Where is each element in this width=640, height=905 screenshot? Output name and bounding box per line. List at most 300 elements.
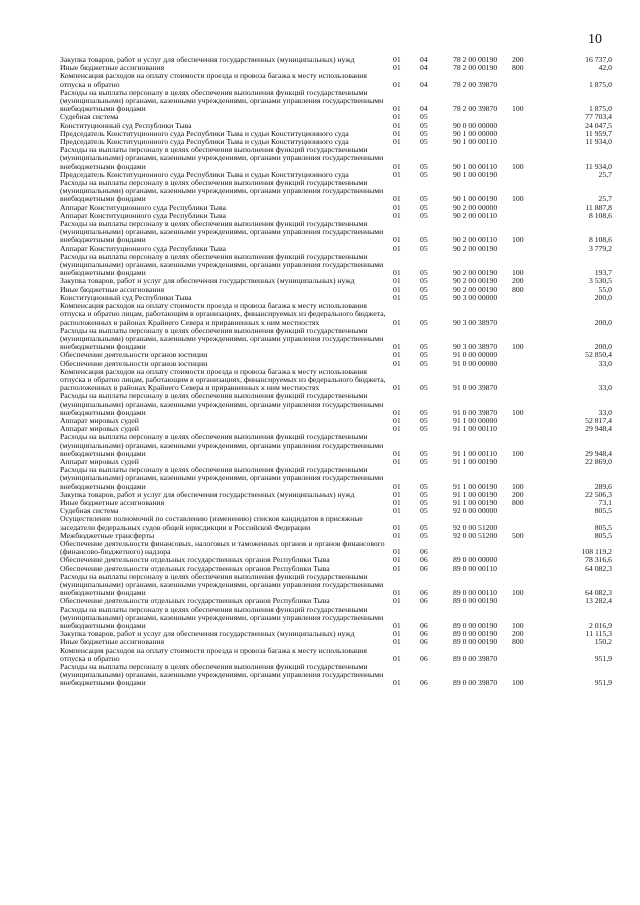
row-name-cell: Компенсация расходов на оплату стоимости проезда и провоза багажа к месту использования отпуска и обратно лицам, работающим в организациях, финансируемых из федерального бюджета, расположенных в районах Крайнего Севера и приравненных к ним местностях [60, 302, 386, 327]
row-expense-type-cell [512, 212, 541, 220]
table-row [60, 89, 612, 114]
table-row [60, 212, 612, 220]
row-target-code-cell: 92 0 00 51200 [453, 522, 498, 532]
row-amount-cell: 150,2 [594, 638, 612, 647]
row-expense-type-cell [512, 113, 541, 121]
row-section-cell: 01 [393, 244, 401, 253]
row-amount-cell: 805,5 [594, 507, 612, 516]
row-target-code-cell: 91 1 00 00110 [453, 425, 497, 434]
row-subsection-cell: 05 [420, 268, 428, 278]
row-name-cell: Расходы на выплаты персоналу в целях обеспечения выполнения функций государственными (муниципальными) органами, казенными учреждениями, органами управления государственными внебюджетными фондами [60, 326, 384, 352]
row-section-cell: 01 [393, 522, 401, 532]
row-subsection-cell: 05 [420, 235, 428, 245]
row-target-code-cell: 90 3 00 00000 [453, 293, 498, 302]
row-name-cell: Обеспечение деятельности органов юстиции [60, 351, 208, 360]
row-expense-type-cell [512, 556, 541, 564]
row-amount-cell: 3 779,2 [588, 244, 612, 253]
row-expense-type-cell: 100 [512, 104, 524, 114]
row-amount-cell: 29 948,4 [585, 448, 612, 458]
row-section-cell: 01 [393, 425, 401, 434]
row-amount-cell: 1 875,0 [588, 104, 612, 114]
row-target-code-cell: 89 0 00 00110 [453, 564, 497, 573]
row-section-cell: 01 [393, 268, 401, 278]
table-row [60, 507, 612, 515]
row-amount-cell: 11 934,0 [585, 161, 612, 171]
row-target-code-cell: 91 1 00 00190 [453, 481, 498, 491]
row-section-cell: 01 [393, 653, 401, 663]
row-name-cell: Расходы на выплаты персоналу в целях обеспечения выполнения функций государственными (муниципальными) органами, казенными учреждениями, органами управления государственными внебюджетными фондами [60, 663, 384, 688]
row-expense-type-cell: 200 [512, 490, 524, 499]
row-subsection-cell: 05 [420, 203, 428, 212]
row-amount-cell: 193,7 [594, 268, 612, 278]
row-section-cell: 01 [393, 64, 401, 73]
row-section-cell: 01 [393, 293, 401, 302]
row-name-cell: Расходы на выплаты персоналу в целях обеспечения выполнения функций государственными (муниципальными) органами, казенными учреждениями, органами управления государственными внебюджетными фондами [60, 605, 384, 631]
row-subsection-cell: 05 [420, 507, 428, 516]
row-amount-cell: 951,9 [594, 653, 612, 663]
table-row [60, 122, 612, 130]
row-amount-cell: 33,0 [598, 359, 612, 368]
row-subsection-cell: 05 [420, 317, 428, 327]
row-expense-type-cell: 200 [512, 277, 524, 286]
row-target-code-cell: 90 3 00 38970 [453, 342, 498, 352]
row-name-cell: Компенсация расходов на оплату стоимости проезда и провоза багажа к месту использования отпуска и обратно [60, 646, 367, 663]
row-name-cell: Судебная система [60, 507, 119, 516]
row-subsection-cell: 05 [420, 522, 428, 532]
row-expense-type-cell [512, 565, 541, 573]
row-amount-cell: 22 869,0 [585, 457, 612, 466]
table-row [60, 491, 612, 499]
row-subsection-cell: 06 [420, 638, 428, 647]
table-row [60, 146, 612, 171]
row-expense-type-cell [512, 360, 541, 368]
row-section-cell: 01 [393, 457, 401, 466]
row-section-cell: 01 [393, 678, 401, 688]
table-row [60, 630, 612, 638]
row-target-code-cell: 89 0 00 39870 [453, 678, 498, 688]
row-section-cell: 01 [393, 597, 401, 606]
row-amount-cell: 11 887,8 [585, 203, 612, 212]
row-expense-type-cell: 100 [512, 588, 524, 598]
row-subsection-cell: 06 [420, 621, 428, 631]
row-name-cell: Межбюджетные трансферты [60, 531, 155, 540]
table-row [60, 245, 612, 253]
row-section-cell: 01 [393, 498, 401, 507]
row-section-cell: 01 [393, 359, 401, 368]
row-amount-cell: 13 282,4 [585, 597, 612, 606]
table-row [60, 327, 612, 352]
row-section-cell: 01 [393, 638, 401, 647]
row-subsection-cell: 05 [420, 448, 428, 458]
row-amount-cell: 55,0 [598, 285, 612, 294]
row-name-cell: Расходы на выплаты персоналу в целях обеспечения выполнения функций государственными (муниципальными) органами, казенными учреждениями, органами управления государственными внебюджетными фондами [60, 220, 384, 245]
row-name-cell: Расходы на выплаты персоналу в целях обеспечения выполнения функций государственными (муниципальными) органами, казенными учреждениями, органами управления государственными внебюджетными фондами [60, 88, 384, 114]
row-name-cell: Иные бюджетные ассигнования [60, 638, 165, 647]
row-target-code-cell: 90 2 00 00190 [453, 277, 498, 286]
row-expense-type-cell [512, 507, 541, 515]
row-expense-type-cell [512, 351, 541, 359]
row-name-cell: Обеспечение деятельности отдельных государственных органов Республики Тыва [60, 564, 330, 573]
row-subsection-cell: 06 [420, 547, 428, 557]
table-row [60, 466, 612, 491]
row-name-cell: Конституционный суд Республики Тыва [60, 121, 192, 130]
row-subsection-cell: 04 [420, 104, 428, 114]
row-amount-cell: 52 850,4 [585, 351, 612, 360]
row-expense-type-cell: 100 [512, 268, 524, 278]
row-subsection-cell: 05 [420, 407, 428, 417]
row-target-code-cell [453, 540, 512, 556]
row-subsection-cell: 05 [420, 277, 428, 286]
row-subsection-cell: 05 [420, 457, 428, 466]
row-amount-cell: 200,0 [594, 293, 612, 302]
row-subsection-cell: 05 [420, 359, 428, 368]
row-subsection-cell: 05 [420, 498, 428, 507]
row-name-cell: Аппарат Конституционного суда Республики Тыва [60, 244, 226, 253]
row-expense-type-cell [512, 122, 541, 130]
row-section-cell: 01 [393, 621, 401, 631]
table-row [60, 540, 612, 556]
table-row [60, 647, 612, 663]
row-target-code-cell: 89 0 00 00190 [453, 621, 498, 631]
table-row [60, 171, 612, 179]
row-target-code-cell: 92 0 00 51200 [453, 531, 498, 540]
row-name-cell: Закупка товаров, работ и услуг для обеспечения государственных (муниципальных) нужд [60, 56, 355, 64]
row-section-cell: 01 [393, 161, 401, 171]
row-expense-type-cell [512, 72, 541, 88]
row-name-cell: Иные бюджетные ассигнования [60, 285, 165, 294]
row-target-code-cell: 91 1 00 00190 [453, 498, 498, 507]
row-expense-type-cell: 800 [512, 638, 524, 647]
row-expense-type-cell [512, 130, 541, 138]
row-target-code-cell: 91 0 00 39870 [453, 383, 498, 393]
row-amount-cell: 25,7 [598, 170, 612, 179]
row-expense-type-cell [512, 417, 541, 425]
row-expense-type-cell [512, 204, 541, 212]
row-section-cell: 01 [393, 138, 401, 147]
row-expense-type-cell: 200 [512, 630, 524, 639]
row-amount-cell: 200,0 [594, 317, 612, 327]
row-subsection-cell: 05 [420, 416, 428, 425]
row-expense-type-cell [512, 302, 541, 327]
row-expense-type-cell: 100 [512, 481, 524, 491]
row-section-cell: 01 [393, 235, 401, 245]
row-name-cell: Закупка товаров, работ и услуг для обеспечения государственных (муниципальных) нужд [60, 277, 355, 286]
row-target-code-cell: 89 0 00 00110 [453, 588, 497, 598]
row-target-code-cell: 91 1 00 00190 [453, 490, 498, 499]
row-expense-type-cell [512, 425, 541, 433]
row-amount-cell: 3 530,5 [588, 277, 612, 286]
row-subsection-cell: 05 [420, 293, 428, 302]
row-name-cell: Председатель Конституционного суда Республики Тыва и судьи Конституционного суда [60, 138, 349, 147]
row-section-cell: 01 [393, 113, 401, 122]
row-expense-type-cell: 100 [512, 235, 524, 245]
row-section-cell: 01 [393, 277, 401, 286]
page-number: 10 [588, 32, 602, 47]
row-section-cell: 01 [393, 317, 401, 327]
row-target-code-cell: 90 1 00 00110 [453, 138, 497, 147]
row-name-cell: Расходы на выплаты персоналу в целях обеспечения выполнения функций государственными (муниципальными) органами, казенными учреждениями, органами управления государственными внебюджетными фондами [60, 466, 384, 491]
row-target-code-cell: 90 1 00 00190 [453, 194, 498, 204]
row-target-code-cell: 90 2 00 00190 [453, 285, 498, 294]
table-row [60, 360, 612, 368]
row-target-code-cell: 89 0 00 00190 [453, 638, 498, 647]
table-row [60, 179, 612, 204]
row-amount-cell: 289,6 [594, 481, 612, 491]
row-subsection-cell: 06 [420, 588, 428, 598]
table-row [60, 64, 612, 72]
table-row [60, 220, 612, 245]
row-expense-type-cell: 100 [512, 621, 524, 631]
row-subsection-cell: 05 [420, 490, 428, 499]
table-row [60, 606, 612, 631]
row-amount-cell: 52 817,4 [585, 416, 612, 425]
row-name-cell: Иные бюджетные ассигнования [60, 64, 165, 73]
row-section-cell: 01 [393, 342, 401, 352]
row-section-cell: 01 [393, 547, 401, 557]
row-amount-cell: 1 875,0 [588, 79, 612, 89]
row-subsection-cell: 05 [420, 383, 428, 393]
row-target-code-cell: 78 2 00 00190 [453, 64, 498, 73]
row-name-cell: Председатель Конституционного суда Республики Тыва и судьи Конституционного суда [60, 170, 349, 179]
row-amount-cell: 16 737,0 [585, 56, 612, 64]
table-row [60, 113, 612, 121]
row-expense-type-cell [512, 171, 541, 179]
row-subsection-cell: 05 [420, 285, 428, 294]
row-target-code-cell: 89 0 00 00190 [453, 597, 498, 606]
row-target-code-cell: 89 0 00 39870 [453, 653, 498, 663]
table-row [60, 253, 612, 278]
row-name-cell: Осуществление полномочий по составлению (изменению) списков кандидатов в присяжные заседатели федеральных судов общей юрисдикции в Российской Федерации [60, 515, 363, 532]
row-section-cell: 01 [393, 121, 401, 130]
row-expense-type-cell: 100 [512, 407, 524, 417]
row-amount-cell: 108 119,2 [581, 547, 612, 557]
row-subsection-cell: 05 [420, 531, 428, 540]
row-expense-type-cell: 100 [512, 161, 524, 171]
row-section-cell: 01 [393, 556, 401, 565]
row-section-cell: 01 [393, 416, 401, 425]
budget-table-body [60, 56, 612, 688]
row-target-code-cell: 90 1 00 00190 [453, 170, 498, 179]
row-expense-type-cell: 200 [512, 56, 524, 64]
row-name-cell: Расходы на выплаты персоналу в целях обеспечения выполнения функций государственными (муниципальными) органами, казенными учреждениями, органами управления государственными внебюджетными фондами [60, 392, 384, 417]
row-target-code-cell: 91 1 00 00190 [453, 457, 498, 466]
row-target-code-cell [453, 113, 512, 121]
row-name-cell: Компенсация расходов на оплату стоимости проезда и провоза багажа к месту использования отпуска и обратно [60, 72, 367, 89]
row-name-cell: Аппарат мировых судей [60, 425, 139, 434]
row-amount-cell: 25,7 [598, 194, 612, 204]
row-amount-cell: 11 115,3 [585, 630, 612, 639]
row-name-cell: Компенсация расходов на оплату стоимости проезда и провоза багажа к месту использования отпуска и обратно лицам, работающим в организациях, финансируемых из федерального бюджета, расположенных в районах Крайнего Севера и приравненных к ним местностях [60, 367, 386, 393]
row-section-cell: 01 [393, 383, 401, 393]
row-subsection-cell: 05 [420, 170, 428, 179]
row-amount-cell: 951,9 [594, 678, 612, 688]
table-row [60, 286, 612, 294]
row-amount-cell: 11 959,7 [585, 129, 612, 138]
row-target-code-cell: 90 1 00 00000 [453, 129, 498, 138]
row-subsection-cell: 05 [420, 351, 428, 360]
row-section-cell: 01 [393, 170, 401, 179]
row-target-code-cell: 90 3 00 38970 [453, 317, 498, 327]
row-amount-cell: 33,0 [598, 383, 612, 393]
row-section-cell: 01 [393, 407, 401, 417]
row-section-cell: 01 [393, 588, 401, 598]
table-row [60, 499, 612, 507]
row-section-cell: 01 [393, 56, 401, 64]
row-target-code-cell: 90 2 00 00190 [453, 244, 498, 253]
row-target-code-cell: 91 0 00 00000 [453, 359, 498, 368]
row-subsection-cell: 05 [420, 425, 428, 434]
row-expense-type-cell [512, 647, 541, 663]
row-expense-type-cell: 100 [512, 678, 524, 688]
row-subsection-cell: 05 [420, 194, 428, 204]
row-name-cell: Обеспечение деятельности отдельных государственных органов Республики Тыва [60, 597, 330, 606]
row-name-cell: Председатель Конституционного суда Республики Тыва и судьи Конституционного суда [60, 129, 349, 138]
row-expense-type-cell: 800 [512, 64, 524, 73]
table-row [60, 130, 612, 138]
table-row [60, 638, 612, 646]
row-target-code-cell: 91 0 00 39870 [453, 407, 498, 417]
table-row [60, 458, 612, 466]
row-amount-cell: 77 703,4 [585, 113, 612, 122]
row-target-code-cell: 90 2 00 00190 [453, 268, 498, 278]
row-name-cell: Расходы на выплаты персоналу в целях обеспечения выполнения функций государственными (муниципальными) органами, казенными учреждениями, органами управления государственными внебюджетными фондами [60, 179, 384, 204]
row-amount-cell: 29 948,4 [585, 425, 612, 434]
row-section-cell: 01 [393, 531, 401, 540]
table-row [60, 417, 612, 425]
row-expense-type-cell [512, 458, 541, 466]
table-row [60, 56, 612, 64]
row-name-cell: Аппарат мировых судей [60, 416, 139, 425]
row-name-cell: Аппарат Конституционного суда Республики Тыва [60, 203, 226, 212]
table-row [60, 204, 612, 212]
table-row [60, 392, 612, 417]
row-amount-cell: 200,0 [594, 342, 612, 352]
row-subsection-cell: 06 [420, 653, 428, 663]
row-section-cell: 01 [393, 507, 401, 516]
table-row [60, 433, 612, 458]
row-amount-cell: 24 047,5 [585, 121, 612, 130]
row-section-cell: 01 [393, 211, 401, 220]
row-subsection-cell: 06 [420, 678, 428, 688]
row-name-cell: Иные бюджетные ассигнования [60, 498, 165, 507]
row-section-cell: 01 [393, 79, 401, 89]
row-section-cell: 01 [393, 194, 401, 204]
row-amount-cell: 11 934,0 [585, 138, 612, 147]
table-row [60, 597, 612, 605]
row-target-code-cell: 90 1 00 00110 [453, 161, 497, 171]
table-row [60, 138, 612, 146]
row-section-cell: 01 [393, 203, 401, 212]
table-row [60, 565, 612, 573]
row-amount-cell: 8 108,6 [588, 235, 612, 245]
row-section-cell: 01 [393, 448, 401, 458]
row-target-code-cell: 78 2 00 00190 [453, 56, 498, 64]
table-row [60, 277, 612, 285]
row-expense-type-cell: 800 [512, 498, 524, 507]
row-target-code-cell: 91 0 00 00000 [453, 351, 498, 360]
row-expense-type-cell [512, 515, 541, 531]
row-name-cell: Обеспечение деятельности финансовых, налоговых и таможенных органов и органов финансового (финансово-бюджетного) надзора [60, 539, 385, 557]
row-expense-type-cell: 100 [512, 342, 524, 352]
table-row [60, 663, 612, 688]
row-expense-type-cell: 800 [512, 285, 524, 294]
row-subsection-cell: 05 [420, 481, 428, 491]
row-expense-type-cell [512, 368, 541, 393]
row-amount-cell: 42,0 [598, 64, 612, 73]
budget-table [60, 56, 612, 688]
row-name-cell: Закупка товаров, работ и услуг для обеспечения государственных (муниципальных) нужд [60, 630, 355, 639]
row-name-cell: Расходы на выплаты персоналу в целях обеспечения выполнения функций государственными (муниципальными) органами, казенными учреждениями, органами управления государственными внебюджетными фондами [60, 146, 384, 171]
row-amount-cell: 8 108,6 [588, 211, 612, 220]
table-row [60, 294, 612, 302]
row-name-cell: Расходы на выплаты персоналу в целях обеспечения выполнения функций государственными (муниципальными) органами, казенными учреждениями, органами управления государственными внебюджетными фондами [60, 572, 384, 598]
row-subsection-cell: 05 [420, 121, 428, 130]
row-subsection-cell: 04 [420, 79, 428, 89]
row-subsection-cell: 04 [420, 64, 428, 73]
row-target-code-cell: 92 0 00 00000 [453, 507, 498, 516]
row-expense-type-cell: 100 [512, 194, 524, 204]
row-name-cell: Расходы на выплаты персоналу в целях обеспечения выполнения функций государственными (муниципальными) органами, казенными учреждениями, органами управления государственными внебюджетными фондами [60, 433, 384, 458]
row-amount-cell: 805,5 [594, 531, 612, 540]
row-subsection-cell: 05 [420, 129, 428, 138]
table-row [60, 556, 612, 564]
row-amount-cell: 64 082,3 [585, 588, 612, 598]
row-target-code-cell: 91 1 00 00110 [453, 448, 497, 458]
table-row [60, 425, 612, 433]
row-section-cell: 01 [393, 481, 401, 491]
table-row [60, 573, 612, 598]
table-row [60, 72, 612, 88]
row-expense-type-cell [512, 138, 541, 146]
row-target-code-cell: 90 2 00 00000 [453, 203, 498, 212]
row-amount-cell: 805,5 [594, 522, 612, 532]
row-name-cell: Аппарат мировых судей [60, 457, 139, 466]
row-target-code-cell: 89 0 00 00190 [453, 630, 498, 639]
row-name-cell: Аппарат Конституционного суда Республики Тыва [60, 211, 226, 220]
row-target-code-cell: 90 0 00 00000 [453, 121, 498, 130]
row-subsection-cell: 05 [420, 211, 428, 220]
row-section-cell: 01 [393, 490, 401, 499]
row-expense-type-cell [512, 245, 541, 253]
row-name-cell: Конституционный суд Республики Тыва [60, 293, 192, 302]
row-section-cell: 01 [393, 104, 401, 114]
row-target-code-cell: 78 2 00 39870 [453, 104, 498, 114]
row-section-cell: 01 [393, 285, 401, 294]
row-expense-type-cell: 500 [512, 531, 524, 540]
row-name-cell: Закупка товаров, работ и услуг для обеспечения государственных (муниципальных) нужд [60, 490, 355, 499]
row-section-cell: 01 [393, 129, 401, 138]
row-subsection-cell: 05 [420, 244, 428, 253]
row-target-code-cell: 78 2 00 39870 [453, 79, 498, 89]
row-name-cell: Расходы на выплаты персоналу в целях обеспечения выполнения функций государственными (муниципальными) органами, казенными учреждениями, органами управления государственными внебюджетными фондами [60, 252, 384, 278]
row-amount-cell: 2 016,9 [588, 621, 612, 631]
table-row [60, 368, 612, 393]
row-section-cell: 01 [393, 564, 401, 573]
row-subsection-cell: 04 [420, 56, 428, 64]
row-expense-type-cell [512, 597, 541, 605]
row-name-cell: Судебная система [60, 113, 119, 122]
table-row [60, 532, 612, 540]
table-row [60, 515, 612, 531]
table-row [60, 351, 612, 359]
row-subsection-cell: 05 [420, 113, 428, 122]
row-target-code-cell: 91 1 00 00000 [453, 416, 498, 425]
row-amount-cell: 64 082,3 [585, 564, 612, 573]
row-expense-type-cell [512, 540, 541, 556]
row-section-cell: 01 [393, 630, 401, 639]
row-amount-cell: 33,0 [598, 407, 612, 417]
row-name-cell: Обеспечение деятельности отдельных государственных органов Республики Тыва [60, 556, 330, 565]
